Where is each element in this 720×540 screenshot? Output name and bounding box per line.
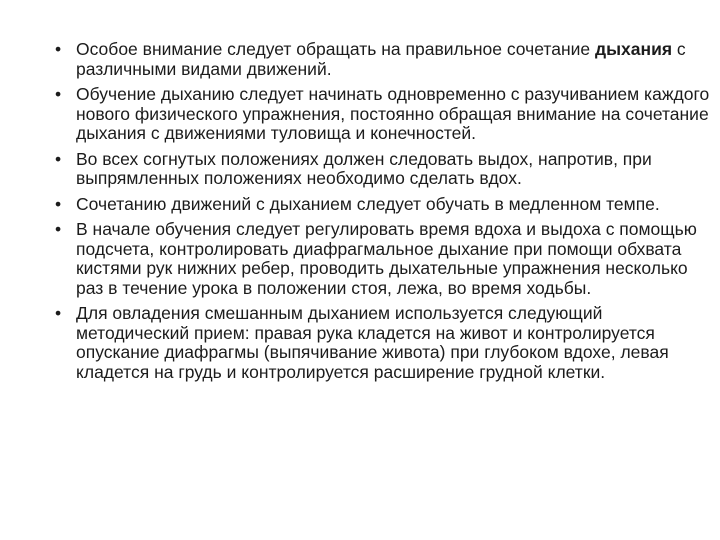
bullet-item-5 [52,220,712,298]
bullet-item-1 [52,40,712,79]
bullet-item-2 [52,85,712,144]
bullet-text: Обучение дыханию следует начинать одновременно с разучиванием каждого нового физического упражнения, постоянно обращая внимание на сочетание дыхания с движениями туловища и конечностей. [76,84,710,143]
bullet-marker: • [55,148,62,169]
bullet-marker: • [55,39,62,59]
bullet-text: Во всех согнутых положениях должен следовать выдох, напротив, при выпрямленных положениях необходимо сделать вдох. [76,148,652,188]
bullet-marker: • [55,193,62,214]
bullet-list [52,40,712,388]
bullet-item-4 [52,195,712,215]
bullet-marker: • [55,303,62,323]
bullet-text: Особое внимание следует обращать на правильное сочетание дыхания с различными видами движений. [76,39,686,79]
bullet-text: В начале обучения следует регулировать время вдоха и выдоха с помощью подсчета, контролировать диафрагмальное дыхание при помощи обхвата кистями рук нижних ребер, проводить дыхательные упражнения несколько раз в течение урока в положении стоя, лежа, во время ходьбы. [76,219,697,298]
bullet-item-6 [52,304,712,382]
bullet-marker: • [55,219,62,239]
bullet-text: Сочетанию движений с дыханием следует обучать в медленном темпе. [76,193,660,214]
bullet-text: Для овладения смешанным дыханием используется следующий методический прием: правая рука кладется на живот и контролируется опускание диафрагмы (выпячивание живота) при глубоком вдохе, левая кладется на грудь и контролируется расширение грудной клетки. [76,303,669,382]
bullet-item-3 [52,150,712,189]
bullet-marker: • [55,84,62,104]
emphasis-word: дыхания [594,39,673,59]
